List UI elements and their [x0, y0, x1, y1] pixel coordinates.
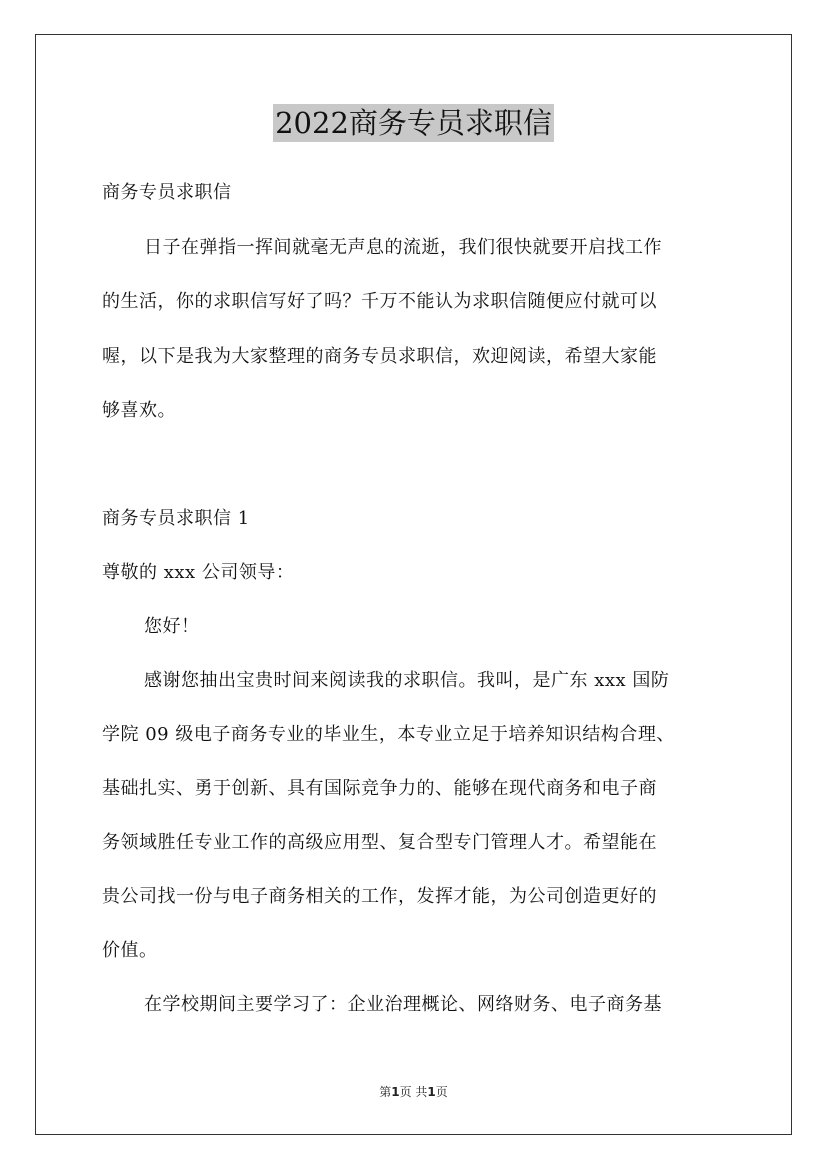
footer-page-prefix: 第: [379, 1085, 392, 1099]
paragraph-line: 在学校期间主要学习了：企业治理概论、网络财务、电子商务基: [144, 994, 662, 1015]
footer-page-mid: 页 共: [399, 1085, 428, 1099]
paragraph-line: 的生活，你的求职信写好了吗？千万不能认为求职信随便应付就可以: [102, 291, 657, 312]
document-title: 2022商务专员求职信: [275, 106, 552, 140]
section-heading: 商务专员求职信 1: [102, 508, 250, 529]
page-footer: [0, 1084, 827, 1100]
footer-page-suffix: 页: [435, 1085, 448, 1099]
paragraph-line: 够喜欢。: [102, 400, 176, 421]
greeting: 您好！: [144, 616, 200, 637]
footer-page-current: 1: [391, 1085, 400, 1099]
paragraph-line: 学院 09 级电子商务专业的毕业生，本专业立足于培养知识结构合理、: [102, 724, 675, 745]
footer-page-total: 1: [427, 1085, 436, 1099]
paragraph-line: 价值。: [102, 940, 158, 961]
paragraph-line: 贵公司找一份与电子商务相关的工作，发挥才能，为公司创造更好的: [102, 886, 657, 907]
paragraph-line: 务领域胜任专业工作的高级应用型、复合型专门管理人才。希望能在: [102, 832, 657, 853]
paragraph-line: 感谢您抽出宝贵时间来阅读我的求职信。我叫，是广东 xxx 国防: [144, 670, 670, 691]
paragraph-line: 喔，以下是我为大家整理的商务专员求职信，欢迎阅读，希望大家能: [102, 346, 657, 367]
section-heading: 商务专员求职信: [102, 182, 232, 203]
title-container: [0, 104, 827, 142]
salutation: 尊敬的 xxx 公司领导：: [102, 562, 295, 583]
paragraph-line: 基础扎实、勇于创新、具有国际竞争力的、能够在现代商务和电子商: [102, 778, 657, 799]
paragraph-line: 日子在弹指一挥间就毫无声息的流逝，我们很快就要开启找工作: [144, 237, 662, 258]
